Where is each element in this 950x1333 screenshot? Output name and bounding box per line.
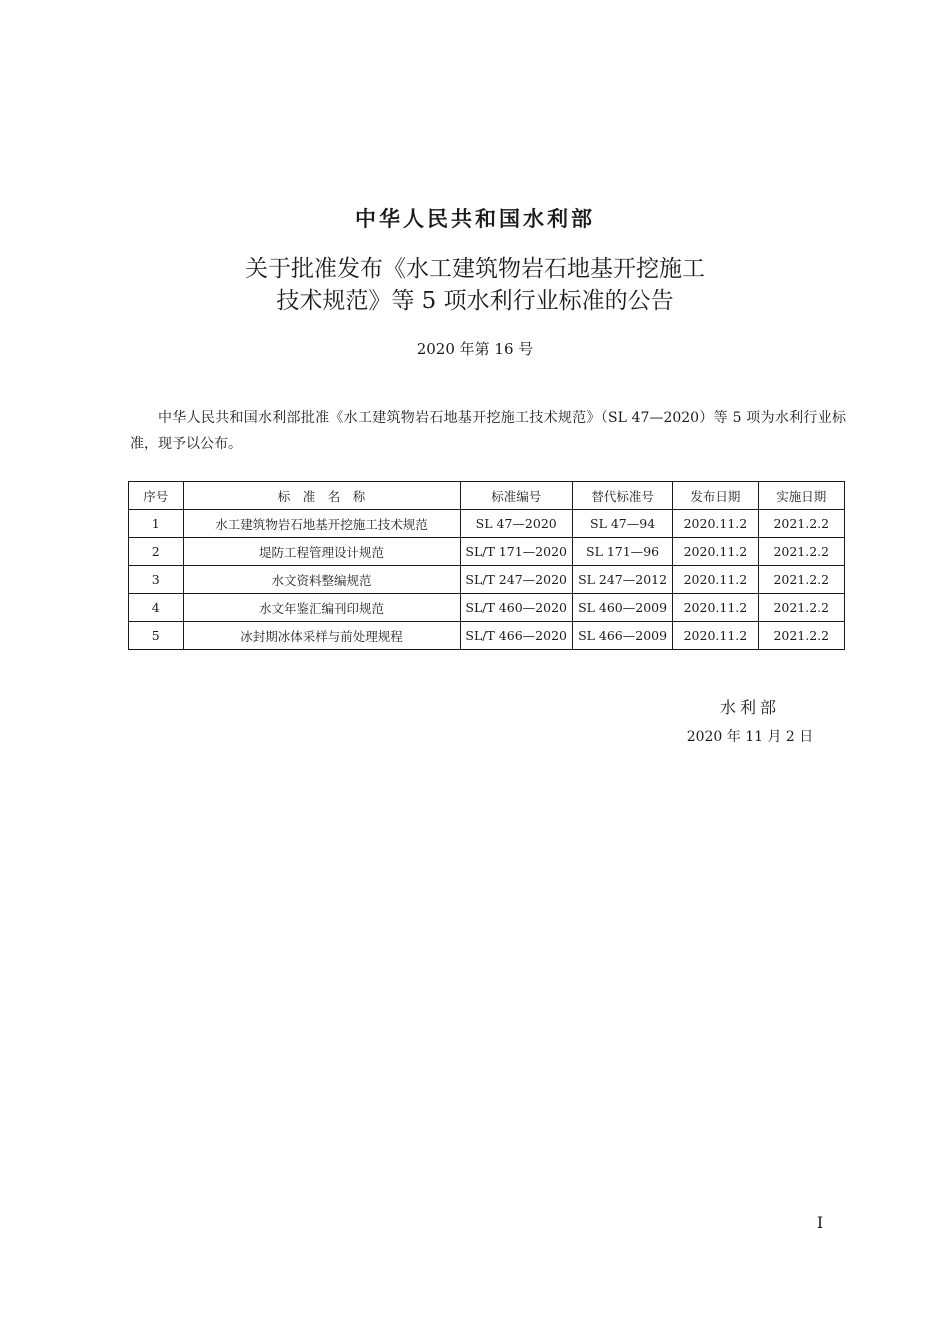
cell-name: 水工建筑物岩石地基开挖施工技术规范 [183, 510, 460, 538]
table-row [129, 594, 845, 622]
cell-seq: 2 [129, 538, 184, 566]
cell-name: 水文年鉴汇编刊印规范 [183, 594, 460, 622]
header-seq: 序号 [129, 482, 184, 510]
cell-seq: 5 [129, 622, 184, 650]
cell-implement-date: 2021.2.2 [758, 510, 844, 538]
table-row [129, 510, 845, 538]
signature-date: 2020 年 11 月 2 日 [686, 729, 814, 745]
cell-code: SL/T 171—2020 [460, 538, 572, 566]
header-replaced: 替代标准号 [572, 482, 672, 510]
cell-publish-date: 2020.11.2 [673, 622, 758, 650]
cell-implement-date: 2021.2.2 [758, 566, 844, 594]
cell-name: 堤防工程管理设计规范 [183, 538, 460, 566]
cell-replaced: SL 47—94 [572, 510, 672, 538]
title-line-1: 关于批准发布《水工建筑物岩石地基开挖施工 [245, 256, 705, 282]
cell-implement-date: 2021.2.2 [758, 538, 844, 566]
cell-publish-date: 2020.11.2 [673, 538, 758, 566]
announcement-paragraph: 中华人民共和国水利部批准《水工建筑物岩石地基开挖施工技术规范》（SL 47—2020）等 5 项为水利行业标准，现予以公布。 [130, 410, 846, 452]
page-number: I [816, 1213, 824, 1232]
signature-issuer: 水利部 [719, 698, 780, 717]
cell-publish-date: 2020.11.2 [673, 594, 758, 622]
cell-publish-date: 2020.11.2 [673, 510, 758, 538]
header-implement-date: 实施日期 [758, 482, 844, 510]
cell-seq: 1 [129, 510, 184, 538]
announcement-title [0, 253, 950, 317]
cell-replaced: SL 460—2009 [572, 594, 672, 622]
header-publish-date: 发布日期 [673, 482, 758, 510]
header-code: 标准编号 [460, 482, 572, 510]
document-number: 2020 年第 16 号 [416, 340, 534, 358]
cell-seq: 3 [129, 566, 184, 594]
cell-implement-date: 2021.2.2 [758, 622, 844, 650]
cell-code: SL 47—2020 [460, 510, 572, 538]
title-line-2: 技术规范》等 5 项水利行业标准的公告 [276, 288, 674, 314]
cell-seq: 4 [129, 594, 184, 622]
cell-implement-date: 2021.2.2 [758, 594, 844, 622]
table-row [129, 622, 845, 650]
cell-replaced: SL 247—2012 [572, 566, 672, 594]
cell-name: 水文资料整编规范 [183, 566, 460, 594]
cell-replaced: SL 171—96 [572, 538, 672, 566]
cell-publish-date: 2020.11.2 [673, 566, 758, 594]
issuing-ministry: 中华人民共和国水利部 [355, 206, 595, 231]
cell-code: SL/T 247—2020 [460, 566, 572, 594]
table-row [129, 538, 845, 566]
cell-code: SL/T 460—2020 [460, 594, 572, 622]
cell-replaced: SL 466—2009 [572, 622, 672, 650]
table-header-row [129, 482, 845, 510]
table-row [129, 566, 845, 594]
header-name: 标 准 名 称 [183, 482, 460, 510]
cell-code: SL/T 466—2020 [460, 622, 572, 650]
cell-name: 冰封期冰体采样与前处理规程 [183, 622, 460, 650]
standards-table [128, 481, 845, 650]
